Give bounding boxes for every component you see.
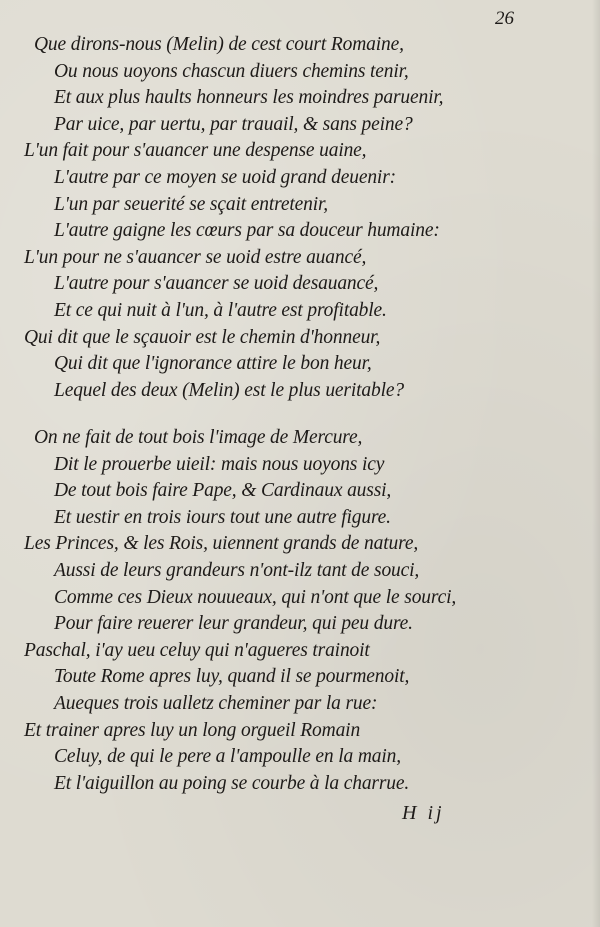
verse-line: Celuy, de qui le pere a l'ampoulle en la main,: [54, 746, 401, 768]
verse-line: De tout bois faire Pape, & Cardinaux aussi,: [54, 480, 392, 502]
verse-line: Et l'aiguillon au poing se courbe à la charrue.: [54, 772, 410, 794]
verse-line: Toute Rome apres luy, quand il se pourmenoit,: [54, 666, 410, 688]
verse-line: L'autre gaigne les cœurs par sa douceur humaine:: [54, 220, 440, 242]
verse-line: Pour faire reuerer leur grandeur, qui peu dure.: [54, 613, 413, 635]
signature-mark: H ij: [402, 802, 445, 824]
verse-line: Par uice, par uertu, par trauail, & sans peine?: [54, 113, 413, 135]
verse-line: Aueques trois ualletz cheminer par la rue:: [54, 692, 378, 714]
verse-line: Comme ces Dieux nouueaux, qui n'ont que le sourci,: [54, 586, 457, 608]
verse-line: Qui dit que le sçauoir est le chemin d'honneur,: [24, 326, 381, 348]
verse-line: L'autre par ce moyen se uoid grand deuenir:: [54, 166, 396, 188]
verse-line: Aussi de leurs grandeurs n'ont-ilz tant de souci,: [54, 559, 420, 581]
verse-line: Ou nous uoyons chascun diuers chemins tenir,: [54, 60, 409, 82]
sonnet-2: [0, 425, 560, 797]
verse-line: Que dirons-nous (Melin) de cest court Romaine,: [34, 34, 404, 55]
verse-line: L'un fait pour s'auancer une despense uaine,: [24, 140, 367, 162]
verse-line: Lequel des deux (Melin) est le plus ueritable?: [54, 379, 404, 401]
verse-line: Et ce qui nuit à l'un, à l'autre est profitable.: [54, 299, 387, 321]
verse-line: Les Princes, & les Rois, uiennent grands de nature,: [24, 533, 419, 555]
verse-line: Et aux plus haults honneurs les moindres paruenir,: [54, 87, 444, 109]
verse-line: L'un pour ne s'auancer se uoid estre auancé,: [24, 246, 367, 268]
verse-line: Dit le prouerbe uieil: mais nous uoyons icy: [54, 453, 385, 475]
verse-line: L'un par seuerité se sçait entretenir,: [54, 193, 328, 215]
verse-line: On ne fait de tout bois l'image de Mercure,: [34, 427, 363, 448]
verse-line: Paschal, i'ay ueu celuy qui n'agueres trainoit: [24, 639, 370, 661]
verse-line: L'autre pour s'auancer se uoid desauancé,: [54, 273, 379, 295]
verse-line: Et uestir en trois iours tout une autre figure.: [54, 506, 391, 528]
verse-line: Et trainer apres luy un long orgueil Romain: [24, 719, 361, 741]
verse-line: Qui dit que l'ignorance attire le bon heur,: [54, 353, 372, 375]
sonnet-1: [0, 32, 560, 404]
page-number: 26: [495, 8, 514, 29]
